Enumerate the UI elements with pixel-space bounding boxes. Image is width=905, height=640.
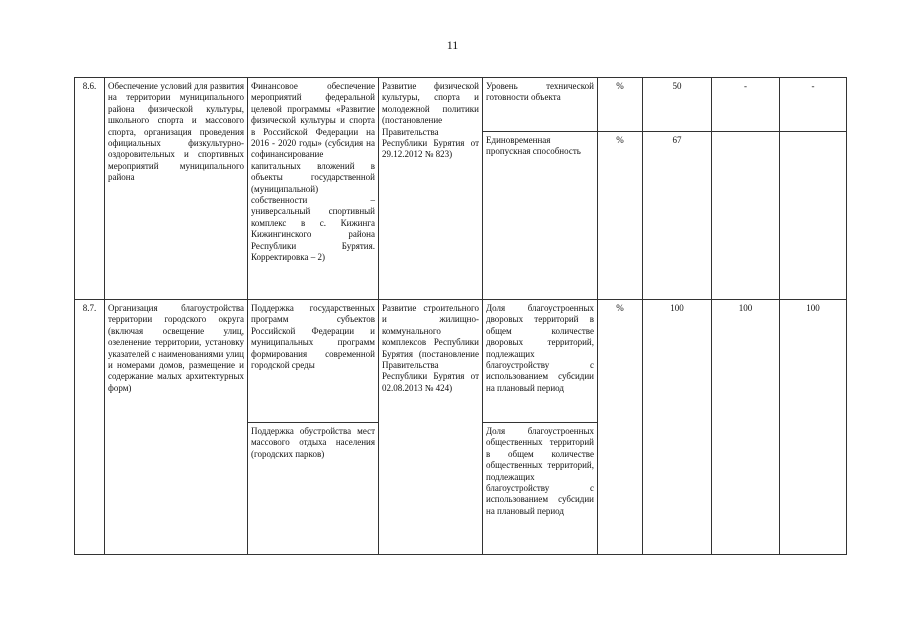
funding-cell-a: Поддержка государственных программ субъектов Российской Федерации и муниципальных программ формирования современной городской среды (248, 300, 379, 423)
indicator-name-cell: Единовременная пропускная способность (483, 132, 598, 300)
unit-cell: % (598, 300, 643, 555)
program-cell: Развитие физической культуры, спорта и молодежной политики (постановление Правительства Республики Бурятия от 29.12.2012 № 823) (379, 78, 483, 300)
measure-cell: Организация благоустройства территории городского округа (включая освещение улиц, озеленение территории, установку указателей с наименованиями улиц и номерами домов, размещение и содержание малых архитектурных форм) (105, 300, 248, 555)
table-row-8-7 (75, 300, 847, 423)
program-cell: Развитие строительного и жилищно-коммунального комплексов Республики Бурятия (постановление Правительства Республики Бурятия от 02.08.2013 № 424) (379, 300, 483, 555)
value-cell-2: 100 (712, 300, 780, 555)
indicator-name-cell: Доля благоустроенных дворовых территорий в общем количестве дворовых территорий, подлежащих благоустройству с использованием субсидии на плановый период (483, 300, 598, 423)
measure-cell: Обеспечение условий для развития на территории муниципального района физической культуры, школьного спорта и массового спорта, организация проведения официальных физкультурно-оздоровительных и спортивных мероприятий муниципального района (105, 78, 248, 300)
value-cell-3: 100 (780, 300, 847, 555)
value-cell-1: 100 (643, 300, 712, 555)
row-number-cell: 8.7. (75, 300, 105, 555)
funding-cell: Финансовое обеспечение мероприятий федеральной целевой программы «Развитие физической культуры и спорта в Российской Федерации на 2016 - 2020 годы» (субсидия на софинансирование капитальных вложений в объекты государственной (муниципальной) собственности – универсальный спортивный комплекс в с. Кижинга Кижингинского района Республики Бурятия. Корректировка – 2) (248, 78, 379, 300)
value-cell-3: - (780, 78, 847, 132)
value-cell-3 (780, 132, 847, 300)
table-row-8-6 (75, 78, 847, 132)
indicator-name-cell: Уровень технической готовности объекта (483, 78, 598, 132)
row-number-cell: 8.6. (75, 78, 105, 300)
unit-cell: % (598, 132, 643, 300)
page-number: 11 (446, 38, 459, 52)
indicator-name-cell: Доля благоустроенных общественных территорий в общем количестве общественных территорий, подлежащих благоустройству с использованием субсидии на плановый период (483, 423, 598, 555)
funding-cell-b: Поддержка обустройства мест массового отдыха населения (городских парков) (248, 423, 379, 555)
measures-table (74, 77, 847, 555)
value-cell-1: 50 (643, 78, 712, 132)
value-cell-2 (712, 132, 780, 300)
unit-cell: % (598, 78, 643, 132)
value-cell-2: - (712, 78, 780, 132)
value-cell-1: 67 (643, 132, 712, 300)
